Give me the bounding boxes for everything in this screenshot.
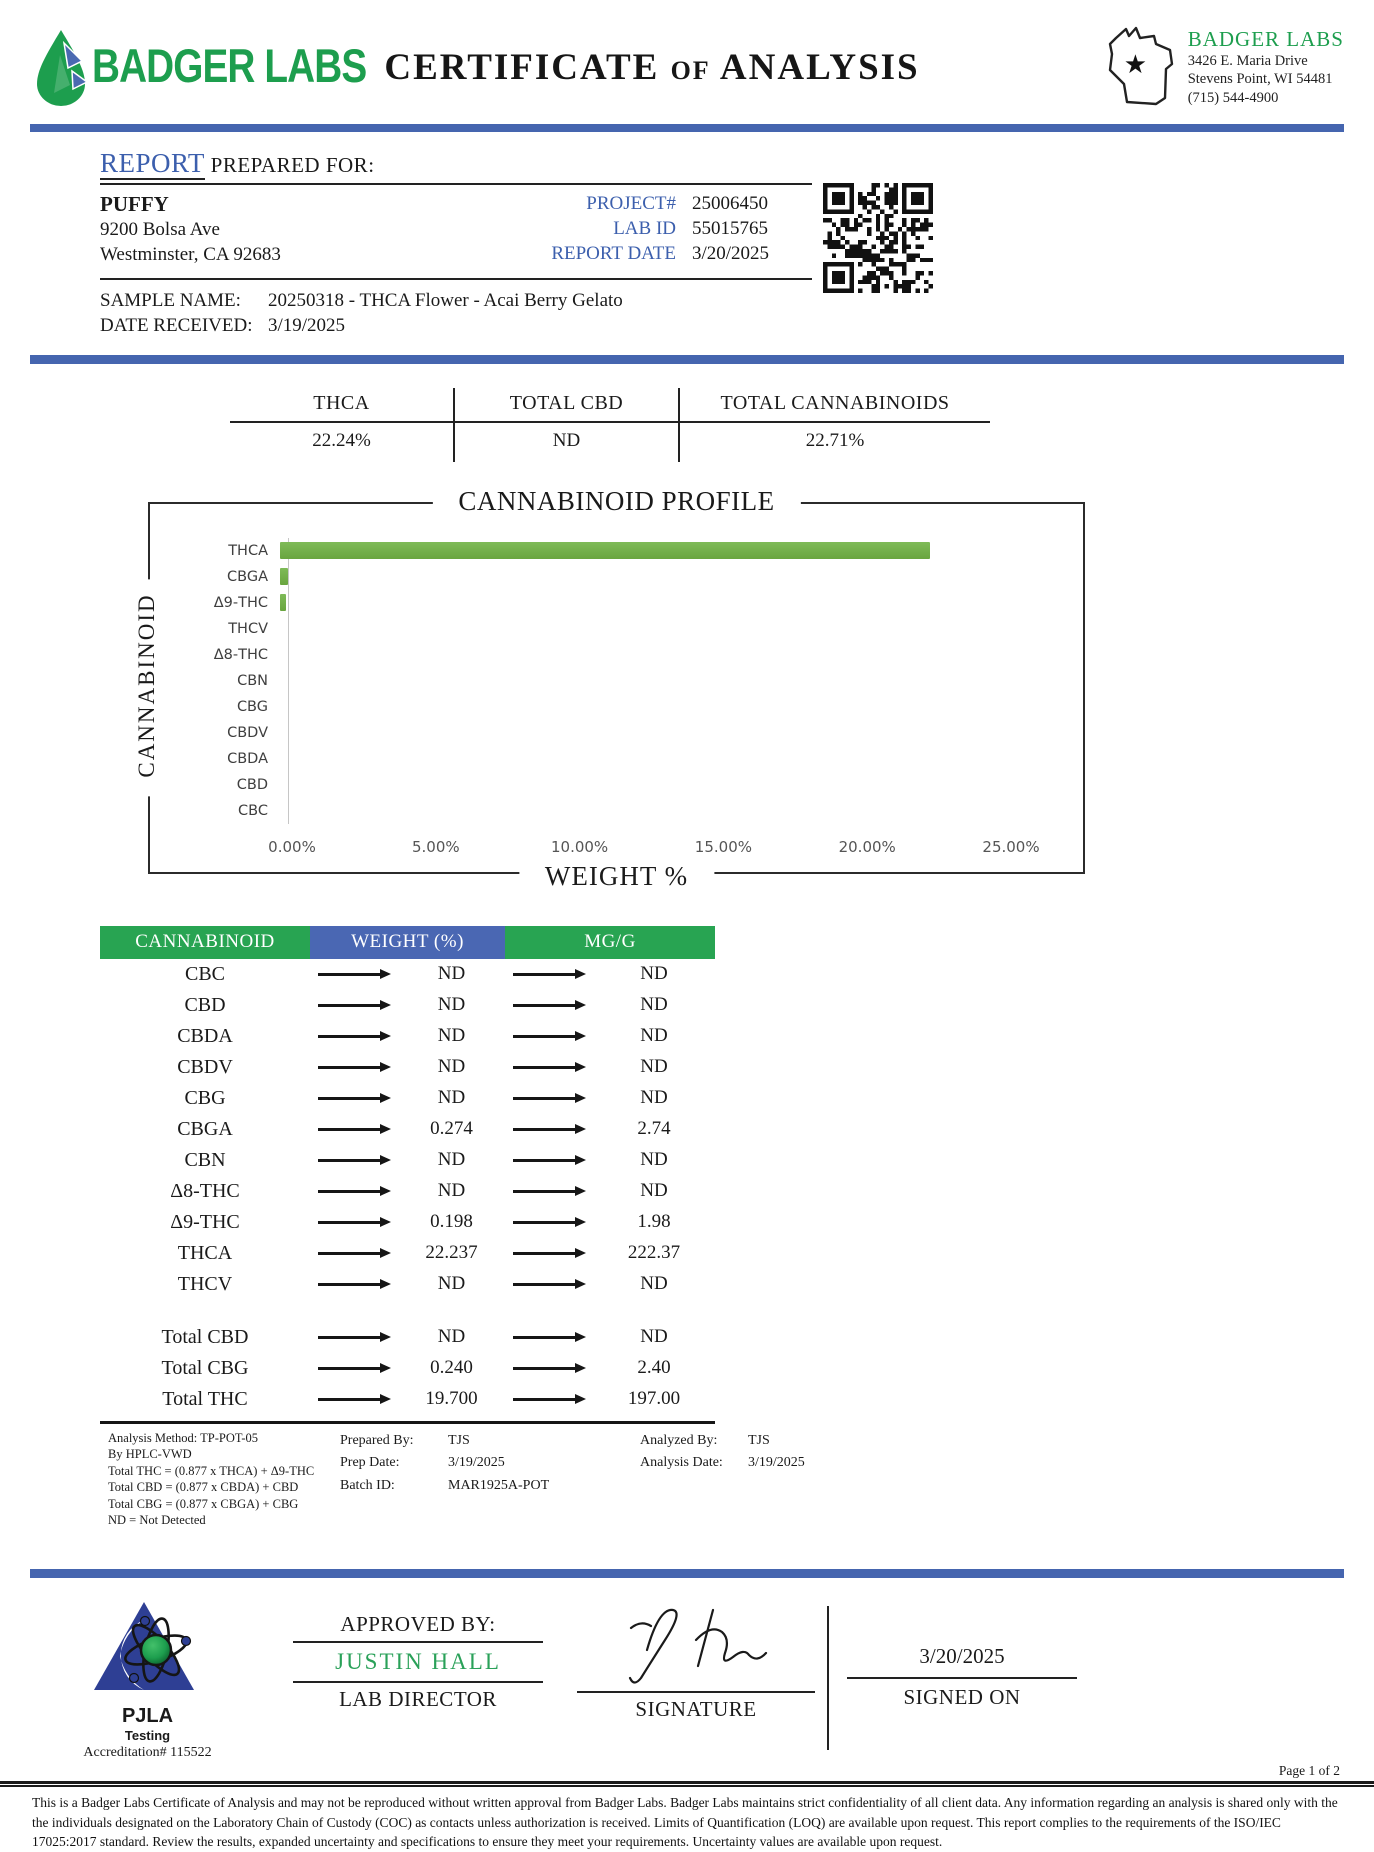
weight-value: 0.274 (430, 1118, 473, 1140)
arrow-icon (310, 969, 398, 979)
mgg-value: ND (640, 1273, 668, 1295)
sample-block (100, 278, 812, 339)
signed-on-line (847, 1677, 1077, 1679)
brand-wordmark: BADGER LABS (92, 40, 367, 93)
lab-info (1188, 27, 1344, 106)
prep-date-value: 3/19/2025 (448, 1455, 505, 1471)
chart-bar-track (280, 746, 1011, 772)
analysis-date-value: 3/19/2025 (748, 1455, 805, 1471)
star-icon: ★ (1123, 50, 1148, 79)
signature-block (577, 1598, 815, 1722)
arrow-icon (310, 1332, 398, 1342)
arrow-icon (505, 969, 593, 979)
arrow-icon (505, 1062, 593, 1072)
arrow-icon (505, 1155, 593, 1165)
arrow-icon (310, 1248, 398, 1258)
cannabinoid-name: CBD (184, 993, 226, 1016)
footer-rule (0, 1781, 1374, 1787)
chart-bar (280, 542, 930, 559)
approved-by-block (293, 1612, 543, 1712)
chart-bar-row (176, 538, 1011, 564)
arrow-icon (310, 1217, 398, 1227)
prep-date-label: Prep Date: (340, 1455, 400, 1471)
chart-bar-track (280, 694, 1011, 720)
arrow-icon (505, 1363, 593, 1373)
mgg-value: ND (640, 1056, 668, 1078)
weight-value: ND (437, 963, 466, 985)
mgg-value: ND (640, 1025, 668, 1047)
signed-on-label: SIGNED ON (903, 1684, 1021, 1709)
cannabinoid-name: CBDA (177, 1024, 233, 1047)
lab-address-block (944, 22, 1344, 112)
chart-ticks (268, 837, 1040, 862)
report-date-label: REPORT DATE (551, 243, 676, 265)
cannabinoid-name: CBC (184, 962, 226, 985)
table-row (100, 959, 715, 990)
weight-value: 0.198 (430, 1211, 473, 1233)
chart-tick-label: 10.00% (550, 837, 609, 856)
chart-category-label: THCA (228, 542, 268, 559)
table-spacer (100, 1300, 715, 1322)
arrow-icon (505, 1332, 593, 1342)
report-date-value: 3/20/2025 (692, 243, 770, 265)
chart-category-label: Δ9-THC (213, 594, 268, 611)
chart-y-axis-label: CANNABINOID (134, 579, 160, 796)
chart-tick-label: 20.00% (838, 837, 896, 856)
cannabinoid-name: CBDV (177, 1055, 233, 1078)
weight-value: 19.700 (425, 1388, 478, 1410)
mgg-value: ND (640, 1180, 668, 1202)
summary-header-total-cbd: TOTAL CBD (455, 388, 680, 423)
mgg-value: 1.98 (637, 1211, 671, 1233)
chart-plot (176, 538, 1040, 862)
arrow-icon (505, 1279, 593, 1289)
chart-bar-row (176, 746, 1011, 772)
batch-id-value: MAR1925A-POT (448, 1477, 550, 1493)
table-row (100, 1052, 715, 1083)
method-note-line: Analysis Method: TP-POT-05 (108, 1430, 259, 1445)
project-label: PROJECT# (586, 193, 676, 214)
client-address-line1: 9200 Bolsa Ave (100, 219, 220, 241)
chart-category-label: CBC (238, 802, 268, 819)
results-table-header (100, 926, 715, 959)
chart-bar-row (176, 564, 1011, 590)
lab-id-value: 55015765 (692, 218, 768, 240)
date-received-label: DATE RECEIVED: (100, 315, 253, 337)
chart-bar-row (176, 720, 1011, 746)
chart-category-label: CBD (236, 776, 268, 793)
arrow-icon (310, 1155, 398, 1165)
weight-value: ND (437, 1180, 466, 1202)
wisconsin-state-icon (1096, 22, 1178, 112)
signed-on-block (827, 1606, 1077, 1750)
method-note-line: By HPLC-VWD (108, 1447, 192, 1462)
pjla-sub: Testing (124, 1727, 171, 1743)
weight-value: ND (437, 1025, 466, 1047)
arrow-icon (505, 1093, 593, 1103)
divider-band-3 (30, 1569, 1344, 1578)
chart-bar-track (280, 590, 1011, 616)
report-details (100, 183, 812, 339)
rule (293, 1681, 543, 1683)
report-word: REPORT (100, 148, 205, 178)
weight-value: ND (437, 1149, 466, 1171)
report-heading (100, 148, 935, 183)
column-header-weight: WEIGHT (%) (310, 926, 505, 959)
chart-category-label: CBDV (227, 724, 268, 741)
weight-value: ND (437, 1326, 466, 1348)
chart-bar-row (176, 798, 1011, 824)
qr-code (823, 183, 935, 339)
cannabinoid-profile-chart (134, 485, 1085, 891)
chart-bar (280, 594, 286, 611)
prep-info (340, 1430, 640, 1529)
arrow-icon (310, 1363, 398, 1373)
arrow-icon (310, 1062, 398, 1072)
arrow-icon (310, 1031, 398, 1041)
chart-tick-label: 0.00% (268, 837, 316, 856)
pjla-name: PJLA (121, 1704, 174, 1727)
arrow-icon (310, 1093, 398, 1103)
fine-print (108, 1430, 1108, 1529)
cannabinoid-name: Δ8-THC (170, 1179, 240, 1202)
chart-bar-track (280, 772, 1011, 798)
arrow-icon (310, 1279, 398, 1289)
lab-address-line2: Stevens Point, WI 54481 (1187, 71, 1333, 88)
sample-name-value: 20250318 - THCA Flower - Acai Berry Gelato (268, 289, 623, 311)
signature-scribble (601, 1598, 791, 1684)
chart-tick-label: 5.00% (411, 837, 460, 856)
arrow-icon (310, 1124, 398, 1134)
pjla-logo-icon (82, 1598, 214, 1698)
client-name: PUFFY (100, 192, 169, 216)
cannabinoid-name: Δ9-THC (170, 1210, 240, 1233)
chart-bar-track (280, 564, 1011, 590)
chart-bar-row (176, 668, 1011, 694)
signed-on-date: 3/20/2025 (919, 1643, 1005, 1668)
arrow-icon (505, 1217, 593, 1227)
date-received-value: 3/19/2025 (268, 315, 346, 337)
chart-category-label: CBG (236, 698, 268, 715)
report-ids (420, 191, 812, 268)
mgg-value: ND (640, 1326, 668, 1348)
weight-value: ND (437, 1056, 466, 1078)
arrow-icon (310, 1186, 398, 1196)
method-note-line: Total CBD = (0.877 x CBDA) + CBD (108, 1480, 299, 1495)
chart-bar-track (280, 668, 1011, 694)
cannabinoid-name: CBG (184, 1086, 226, 1109)
chart-tick-label: 15.00% (694, 837, 752, 856)
chart-bar-row (176, 694, 1011, 720)
approver-title: LAB DIRECTOR (339, 1686, 497, 1711)
lab-phone: (715) 544-4900 (1187, 89, 1279, 106)
prepared-for-label: PREPARED FOR: (210, 153, 375, 177)
chart-bar-track (280, 798, 1011, 824)
summary-table (230, 388, 990, 462)
column-header-mgg: MG/G (505, 926, 715, 959)
method-note-line: Total THC = (0.877 x THCA) + Δ9-THC (108, 1463, 315, 1478)
prepared-by-label: Prepared By: (340, 1432, 414, 1448)
project-value: 25006450 (692, 193, 768, 214)
cannabinoid-name: Total CBG (161, 1356, 249, 1379)
lab-name: BADGER LABS (1187, 27, 1344, 52)
sample-name-label: SAMPLE NAME: (100, 289, 241, 311)
chart-bar-row (176, 642, 1011, 668)
mgg-value: 2.40 (637, 1357, 671, 1379)
total-row (100, 1384, 715, 1415)
approval-section (30, 1598, 1344, 1761)
signature-line (577, 1691, 815, 1693)
batch-id-label: Batch ID: (340, 1477, 395, 1493)
total-row (100, 1353, 715, 1384)
mgg-value: ND (640, 1087, 668, 1109)
report-section (100, 148, 935, 339)
mgg-value: 197.00 (627, 1388, 681, 1410)
mgg-value: 222.37 (627, 1242, 681, 1264)
cannabinoid-name: Total THC (162, 1387, 248, 1410)
weight-value: 22.237 (425, 1242, 478, 1264)
approver-name: JUSTIN HALL (335, 1648, 501, 1674)
cannabinoid-name: THCV (177, 1272, 233, 1295)
weight-value: 0.240 (430, 1357, 473, 1379)
pjla-accreditation-logo (30, 1598, 265, 1761)
prepared-by-value: TJS (448, 1432, 470, 1448)
total-row (100, 1322, 715, 1353)
table-row (100, 1083, 715, 1114)
table-row (100, 990, 715, 1021)
method-note-line: Total CBG = (0.877 x CBGA) + CBG (108, 1496, 299, 1511)
cannabinoid-name: CBN (184, 1148, 226, 1171)
method-note-line: ND = Not Detected (108, 1513, 206, 1528)
table-row (100, 1114, 715, 1145)
arrow-icon (310, 1394, 398, 1404)
analyzed-by-value: TJS (748, 1432, 770, 1448)
results-table-body (100, 959, 715, 1424)
analysis-info (640, 1430, 900, 1529)
arrow-icon (505, 1248, 593, 1258)
arrow-icon (505, 1186, 593, 1196)
chart-category-label: THCV (228, 620, 268, 637)
approved-by-label: APPROVED BY: (340, 1611, 496, 1636)
page-title: CERTIFICATE OF ANALYSIS (384, 46, 920, 88)
header (0, 0, 1374, 112)
table-row (100, 1176, 715, 1207)
chart-category-label: Δ8-THC (213, 646, 268, 663)
summary-value-thca: 22.24% (230, 423, 455, 462)
divider-band-2 (30, 355, 1344, 364)
cannabinoid-name: THCA (177, 1241, 233, 1264)
chart-title: CANNABINOID PROFILE (432, 486, 800, 517)
page-number: Page 1 of 2 (1278, 1762, 1340, 1778)
chart-tick-label: 25.00% (982, 837, 1040, 856)
chart-bar-track (280, 720, 1011, 746)
chart-bar-track (280, 538, 1011, 564)
chart-bar (280, 568, 288, 585)
results-table (100, 926, 715, 1424)
chart-bar-row (176, 590, 1011, 616)
summary-header-thca: THCA (230, 388, 455, 423)
arrow-icon (505, 1124, 593, 1134)
rule (293, 1641, 543, 1643)
summary-header-total-cannabinoids: TOTAL CANNABINOIDS (680, 388, 990, 423)
mgg-value: ND (640, 963, 668, 985)
chart-bar-track (280, 642, 1011, 668)
chart-category-label: CBN (237, 672, 268, 689)
analyzed-by-label: Analyzed By: (640, 1432, 718, 1448)
table-row (100, 1207, 715, 1238)
table-row (100, 1145, 715, 1176)
leaf-logo-icon (30, 27, 92, 107)
weight-value: ND (437, 1273, 466, 1295)
cannabinoid-name: Total CBD (161, 1325, 249, 1348)
summary-value-total-cannabinoids: 22.71% (805, 429, 865, 451)
arrow-icon (505, 1394, 593, 1404)
table-row (100, 1238, 715, 1269)
client-address-line2: Westminster, CA 92683 (100, 243, 281, 265)
divider-band-top (30, 124, 1344, 132)
footer-disclaimer: This is a Badger Labs Certificate of Analysis and may not be reproduced without written approval from Badger Labs. Badger Labs maintains strict confidentiality of all client data. Any information regarding an analysis is shared only with the the individuals designated on the Laboratory Chain of Custody (COC) as contacts unless authorization is received. Limits of Quantification (LOQ) are available upon request. This report complies to the requirements of the ISO/IEC 17025:2017 standard. Review the results, expanded uncertainty and specifications to ensure they meet your requirements. Uncertainty values are available upon request. (32, 1794, 1338, 1850)
lab-id-label: LAB ID (613, 218, 676, 240)
signature-label: SIGNATURE (635, 1696, 757, 1721)
arrow-icon (505, 1031, 593, 1041)
mgg-value: 2.74 (637, 1118, 671, 1140)
chart-bar-row (176, 616, 1011, 642)
table-row (100, 1269, 715, 1300)
badger-labs-logo (30, 27, 367, 107)
cannabinoid-name: CBGA (177, 1117, 233, 1140)
summary-value-total-cbd: ND (455, 423, 680, 462)
chart-x-axis-label: WEIGHT % (519, 861, 714, 892)
chart-bar-row (176, 772, 1011, 798)
chart-category-label: CBGA (227, 568, 268, 585)
method-notes (108, 1430, 340, 1529)
arrow-icon (310, 1000, 398, 1010)
weight-value: ND (437, 1087, 466, 1109)
column-header-cannabinoid: CANNABINOID (100, 926, 310, 959)
analysis-date-label: Analysis Date: (640, 1455, 723, 1471)
lab-address-line1: 3426 E. Maria Drive (1187, 53, 1308, 70)
chart-bar-track (280, 616, 1011, 642)
weight-value: ND (437, 994, 466, 1016)
mgg-value: ND (640, 1149, 668, 1171)
table-row (100, 1021, 715, 1052)
mgg-value: ND (640, 994, 668, 1016)
chart-category-label: CBDA (227, 750, 268, 767)
client-block (100, 191, 420, 268)
accreditation-number: Accreditation# 115522 (83, 1744, 212, 1760)
arrow-icon (505, 1000, 593, 1010)
